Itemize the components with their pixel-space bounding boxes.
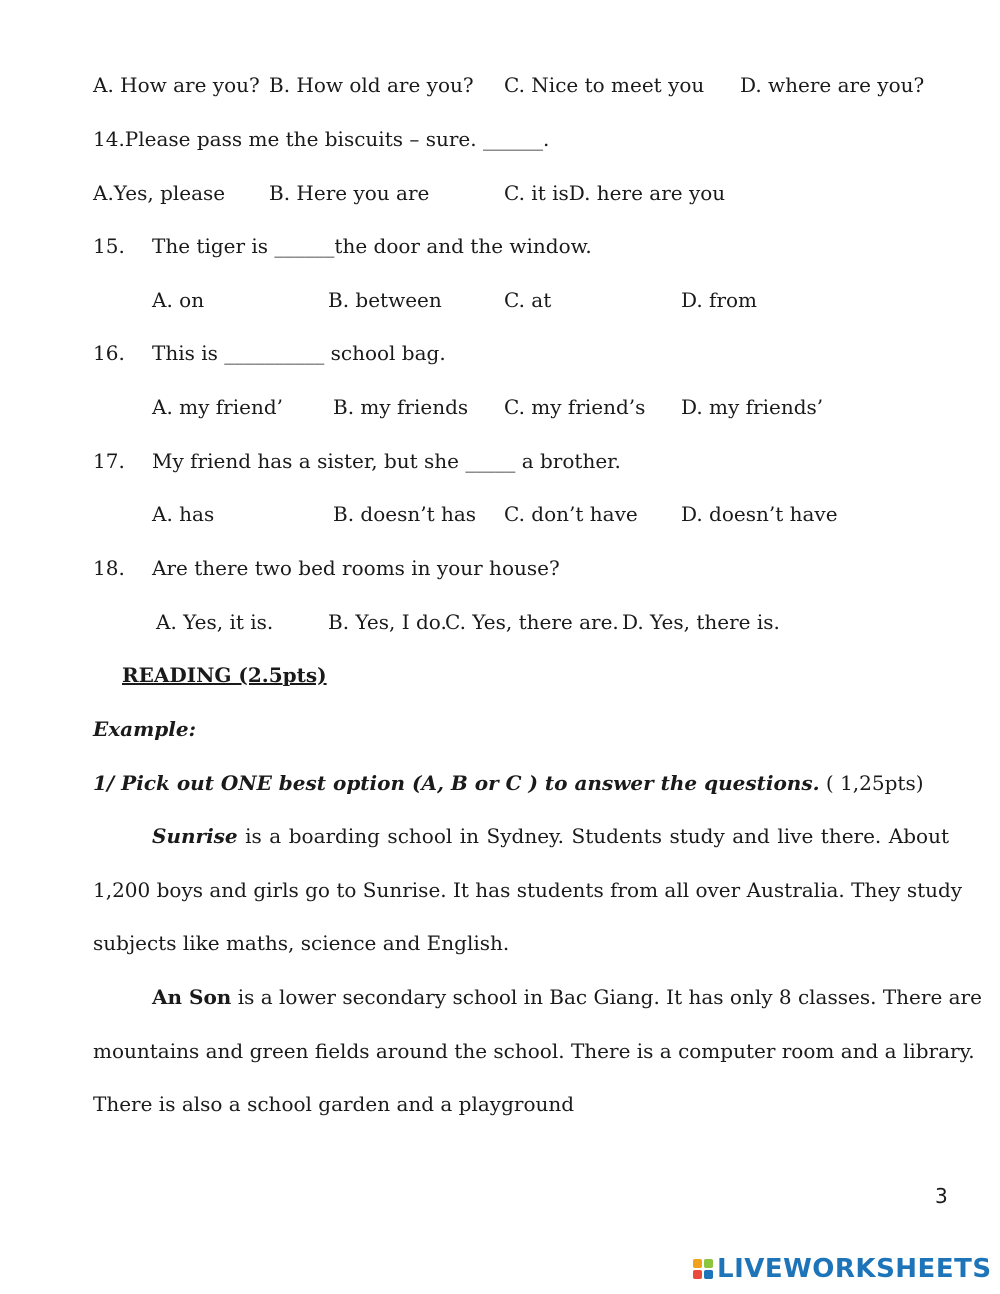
paragraph-1-line-1 (152, 823, 949, 849)
q15-option-a: A. on (152, 288, 205, 312)
q15-stem: The tiger is ______the door and the window. (152, 234, 592, 258)
paragraph-2-text-1: is a lower secondary school in Bac Giang. It has only 8 classes. There are (231, 985, 982, 1009)
q17-stem: My friend has a sister, but she _____ a brother. (152, 449, 621, 473)
q17-option-c: C. don’t have (504, 502, 638, 526)
paragraph-1-text-1: is a boarding school in Sydney. Students study and live there. About (237, 824, 949, 848)
q17-option-b: B. doesn’t has (333, 502, 477, 526)
reading-instruction: 1/ Pick out ONE best option (A, B or C ) to answer the questions. (93, 771, 820, 795)
q14-options (93, 180, 949, 206)
example-label: Example: (93, 717, 196, 741)
q17-option-d: D. doesn’t have (681, 502, 838, 526)
q18-option-b: B. Yes, I do. (328, 610, 447, 634)
q18-option-a: A. Yes, it is. (156, 610, 274, 634)
paragraph-2-line-3: There is also a school garden and a playground (93, 1092, 575, 1116)
q15-option-c: C. at (504, 288, 552, 312)
q15-options (93, 287, 949, 313)
paragraph-1-line-2: 1,200 boys and girls go to Sunrise. It has students from all over Australia. They study (93, 878, 963, 902)
liveworksheets-logo[interactable] (693, 1254, 992, 1284)
q18-stem-row (93, 555, 949, 581)
q14-option-b: B. Here you are (269, 181, 430, 205)
q17-option-a: A. has (152, 502, 215, 526)
q15-option-d: D. from (681, 288, 758, 312)
q16-options (93, 394, 949, 420)
paragraph-2-line-1 (152, 984, 982, 1010)
q13-option-c: C. Nice to meet you (504, 73, 705, 97)
q18-stem: Are there two bed rooms in your house? (152, 556, 560, 580)
q13-option-a: A. How are you? (93, 73, 260, 97)
q17-options (93, 501, 949, 527)
q15-number: 15. (93, 234, 125, 258)
q14-option-c: C. it isD. here are you (504, 181, 726, 205)
q18-number: 18. (93, 556, 125, 580)
reading-points: ( 1,25pts) (819, 771, 924, 795)
page-number: 3 (935, 1184, 948, 1208)
school-name-an-son: An Son (152, 985, 232, 1009)
q18-option-c: C. Yes, there are. (445, 610, 619, 634)
q18-options (93, 609, 949, 635)
q13-option-d: D. where are you? (740, 73, 925, 97)
q16-option-b: B. my friends (333, 395, 469, 419)
q14-stem: 14.Please pass me the biscuits – sure. ______. (93, 127, 550, 151)
q15-option-b: B. between (328, 288, 442, 312)
logo-mark-icon (693, 1259, 713, 1279)
q16-stem-row (93, 340, 949, 366)
q18-option-d: D. Yes, there is. (622, 610, 780, 634)
q16-number: 16. (93, 341, 125, 365)
reading-instruction-row (93, 770, 924, 796)
reading-heading: READING (2.5pts) (122, 663, 327, 687)
q17-stem-row (93, 448, 949, 474)
q16-stem: This is __________ school bag. (152, 341, 446, 365)
q14-option-a: A.Yes, please (93, 181, 226, 205)
q16-option-d: D. my friends’ (681, 395, 824, 419)
q13-options (93, 72, 949, 98)
q16-option-c: C. my friend’s (504, 395, 646, 419)
q17-number: 17. (93, 449, 125, 473)
q13-option-b: B. How old are you? (269, 73, 474, 97)
q16-option-a: A. my friend’ (152, 395, 284, 419)
paragraph-2-line-2: mountains and green fields around the school. There is a computer room and a library. (93, 1039, 975, 1063)
logo-text: LIVEWORKSHEETS (717, 1254, 992, 1284)
q15-stem-row (93, 233, 949, 259)
school-name-sunrise: Sunrise (152, 824, 238, 848)
paragraph-1-line-3: subjects like maths, science and English. (93, 931, 510, 955)
